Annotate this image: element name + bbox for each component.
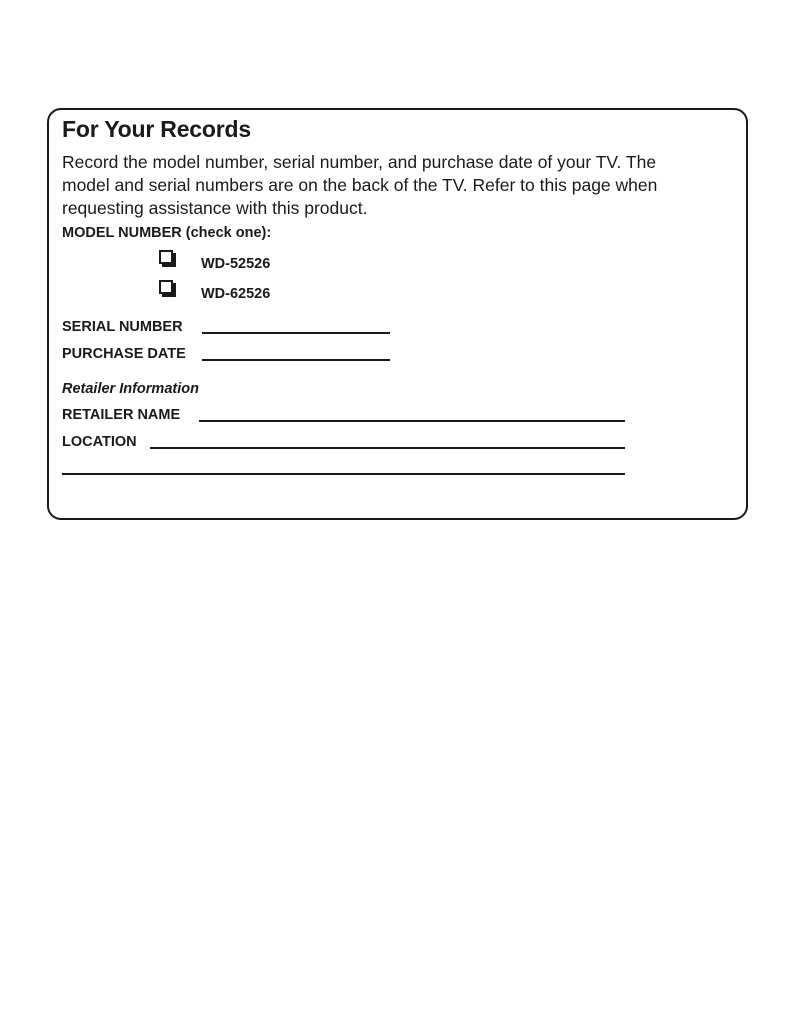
serial-number-label: SERIAL NUMBER (62, 319, 183, 335)
model-option-label: WD-62526 (201, 286, 271, 302)
location-field-line-2[interactable] (62, 473, 625, 475)
intro-line: Record the model number, serial number, and purchase date of your TV. The (62, 152, 657, 172)
model-number-label: MODEL NUMBER (check one): (62, 225, 272, 241)
serial-number-field[interactable] (202, 332, 390, 334)
retailer-section-label: Retailer Information (62, 381, 199, 397)
form-title: For Your Records (62, 116, 251, 142)
purchase-date-label: PURCHASE DATE (62, 346, 186, 362)
intro-paragraph (62, 151, 722, 220)
intro-line: requesting assistance with this product. (62, 198, 368, 218)
intro-line: model and serial numbers are on the back of the TV. Refer to this page when (62, 175, 658, 195)
location-field[interactable] (150, 447, 625, 449)
model-checkbox-wd-62526[interactable] (159, 280, 173, 294)
model-checkbox-wd-52526[interactable] (159, 250, 173, 264)
retailer-name-field[interactable] (199, 420, 625, 422)
location-label: LOCATION (62, 434, 137, 450)
purchase-date-field[interactable] (202, 359, 390, 361)
retailer-name-label: RETAILER NAME (62, 407, 181, 423)
model-option-label: WD-52526 (201, 256, 271, 272)
